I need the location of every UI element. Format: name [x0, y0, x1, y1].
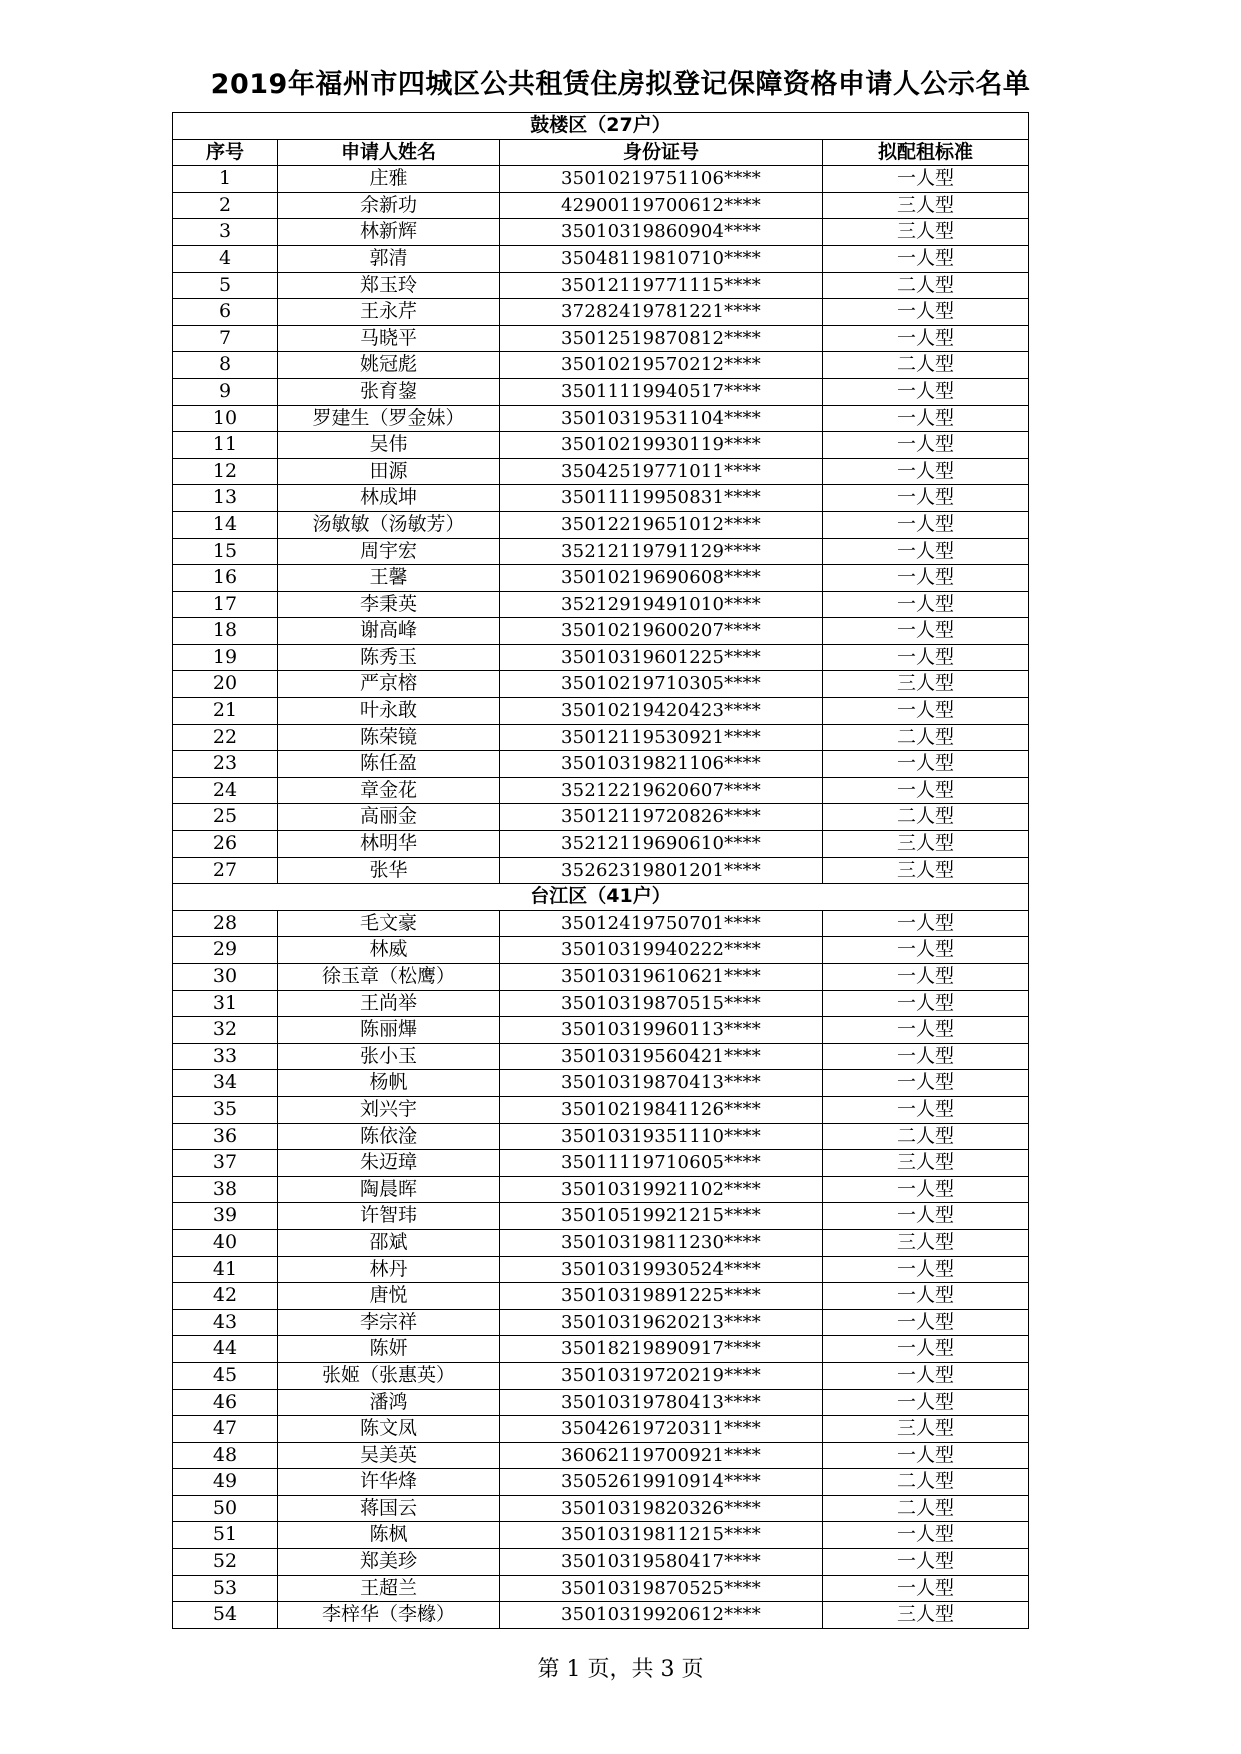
rental-standard-cell: 一人型 [823, 618, 1029, 645]
table-row [173, 857, 1029, 884]
rental-standard-cell: 二人型 [823, 724, 1029, 751]
column-header-name: 申请人姓名 [278, 139, 500, 166]
rental-standard-cell: 一人型 [823, 777, 1029, 804]
id-number-cell: 35010319860904**** [500, 219, 823, 246]
id-number-cell: 35010319930524**** [500, 1256, 823, 1283]
id-number-cell: 35010219841126**** [500, 1096, 823, 1123]
table-row [173, 219, 1029, 246]
serial-number-cell: 10 [173, 405, 278, 432]
serial-number-cell: 14 [173, 511, 278, 538]
table-row [173, 1256, 1029, 1283]
table-row [173, 1283, 1029, 1310]
table-row [173, 1229, 1029, 1256]
applicant-name-cell: 张小玉 [278, 1043, 500, 1070]
serial-number-cell: 25 [173, 804, 278, 831]
table-row [173, 1203, 1029, 1230]
id-number-cell: 35212919491010**** [500, 591, 823, 618]
id-number-cell: 35012119530921**** [500, 724, 823, 751]
id-number-cell: 35212119690610**** [500, 831, 823, 858]
id-number-cell: 35010219751106**** [500, 166, 823, 193]
serial-number-cell: 42 [173, 1283, 278, 1310]
applicant-name-cell: 蒋国云 [278, 1495, 500, 1522]
applicant-name-cell: 陈荣镜 [278, 724, 500, 751]
applicant-name-cell: 林新辉 [278, 219, 500, 246]
id-number-cell: 35010219570212**** [500, 352, 823, 379]
table-row [173, 698, 1029, 725]
rental-standard-cell: 一人型 [823, 1575, 1029, 1602]
rental-standard-cell: 二人型 [823, 1495, 1029, 1522]
rental-standard-cell: 三人型 [823, 1150, 1029, 1177]
table-row [173, 644, 1029, 671]
applicant-table [172, 112, 1029, 1629]
table-body [173, 113, 1029, 1629]
table-row [173, 538, 1029, 565]
applicant-name-cell: 张育鋆 [278, 378, 500, 405]
applicant-name-cell: 陈秀玉 [278, 644, 500, 671]
applicant-name-cell: 王超兰 [278, 1575, 500, 1602]
applicant-name-cell: 马晓平 [278, 325, 500, 352]
table-row [173, 1495, 1029, 1522]
applicant-name-cell: 王永芹 [278, 299, 500, 326]
serial-number-cell: 33 [173, 1043, 278, 1070]
serial-number-cell: 21 [173, 698, 278, 725]
table-row [173, 1416, 1029, 1443]
serial-number-cell: 24 [173, 777, 278, 804]
rental-standard-cell: 三人型 [823, 1229, 1029, 1256]
section-header-row [173, 884, 1029, 911]
applicant-name-cell: 陈文凤 [278, 1416, 500, 1443]
table-row [173, 485, 1029, 512]
serial-number-cell: 19 [173, 644, 278, 671]
serial-number-cell: 47 [173, 1416, 278, 1443]
serial-number-cell: 7 [173, 325, 278, 352]
id-number-cell: 35012119771115**** [500, 272, 823, 299]
rental-standard-cell: 一人型 [823, 1522, 1029, 1549]
table-row [173, 1336, 1029, 1363]
serial-number-cell: 29 [173, 937, 278, 964]
serial-number-cell: 50 [173, 1495, 278, 1522]
applicant-name-cell: 周宇宏 [278, 538, 500, 565]
page-title: 2019年福州市四城区公共租赁住房拟登记保障资格申请人公示名单 [210, 69, 1031, 100]
id-number-cell: 35010319560421**** [500, 1043, 823, 1070]
column-header-standard: 拟配租标准 [823, 139, 1029, 166]
serial-number-cell: 18 [173, 618, 278, 645]
applicant-name-cell: 吴美英 [278, 1442, 500, 1469]
column-header-id: 身份证号 [500, 139, 823, 166]
rental-standard-cell: 一人型 [823, 1256, 1029, 1283]
rental-standard-cell: 一人型 [823, 1283, 1029, 1310]
table-row [173, 1070, 1029, 1097]
applicant-name-cell: 王尚举 [278, 990, 500, 1017]
id-number-cell: 35011119950831**** [500, 485, 823, 512]
applicant-name-cell: 毛文豪 [278, 910, 500, 937]
applicant-name-cell: 郭清 [278, 245, 500, 272]
id-number-cell: 35010319780413**** [500, 1389, 823, 1416]
table-row [173, 378, 1029, 405]
rental-standard-cell: 一人型 [823, 1070, 1029, 1097]
applicant-name-cell: 李宗祥 [278, 1309, 500, 1336]
serial-number-cell: 28 [173, 910, 278, 937]
serial-number-cell: 15 [173, 538, 278, 565]
id-number-cell: 35212219620607**** [500, 777, 823, 804]
table-row [173, 1150, 1029, 1177]
table-row [173, 1176, 1029, 1203]
rental-standard-cell: 一人型 [823, 166, 1029, 193]
id-number-cell: 35010319811215**** [500, 1522, 823, 1549]
applicant-name-cell: 余新功 [278, 192, 500, 219]
rental-standard-cell: 一人型 [823, 405, 1029, 432]
id-number-cell: 35010219710305**** [500, 671, 823, 698]
rental-standard-cell: 一人型 [823, 325, 1029, 352]
page-footer: 第 1 页，共 3 页 [537, 1657, 704, 1682]
applicant-name-cell: 张华 [278, 857, 500, 884]
column-header-serial: 序号 [173, 139, 278, 166]
table-row [173, 565, 1029, 592]
id-number-cell: 35262319801201**** [500, 857, 823, 884]
applicant-name-cell: 朱迈璋 [278, 1150, 500, 1177]
applicant-name-cell: 邵斌 [278, 1229, 500, 1256]
table-row [173, 910, 1029, 937]
rental-standard-cell: 一人型 [823, 432, 1029, 459]
table-row [173, 1096, 1029, 1123]
id-number-cell: 35010319720219**** [500, 1362, 823, 1389]
applicant-name-cell: 汤敏敏（汤敏芳） [278, 511, 500, 538]
applicant-name-cell: 严京榕 [278, 671, 500, 698]
rental-standard-cell: 一人型 [823, 937, 1029, 964]
rental-standard-cell: 三人型 [823, 671, 1029, 698]
serial-number-cell: 9 [173, 378, 278, 405]
id-number-cell: 35010319610621**** [500, 964, 823, 991]
table-row [173, 192, 1029, 219]
section-header-row [173, 113, 1029, 140]
table-row [173, 751, 1029, 778]
rental-standard-cell: 一人型 [823, 538, 1029, 565]
rental-standard-cell: 三人型 [823, 192, 1029, 219]
applicant-name-cell: 李梓华（李橼） [278, 1602, 500, 1629]
id-number-cell: 35012219651012**** [500, 511, 823, 538]
serial-number-cell: 16 [173, 565, 278, 592]
table-row [173, 1602, 1029, 1629]
rental-standard-cell: 三人型 [823, 219, 1029, 246]
serial-number-cell: 54 [173, 1602, 278, 1629]
id-number-cell: 35010319921102**** [500, 1176, 823, 1203]
table-row [173, 272, 1029, 299]
id-number-cell: 36062119700921**** [500, 1442, 823, 1469]
table-row [173, 1043, 1029, 1070]
serial-number-cell: 53 [173, 1575, 278, 1602]
serial-number-cell: 13 [173, 485, 278, 512]
applicant-name-cell: 林丹 [278, 1256, 500, 1283]
rental-standard-cell: 一人型 [823, 1389, 1029, 1416]
id-number-cell: 35010319620213**** [500, 1309, 823, 1336]
id-number-cell: 35010319870525**** [500, 1575, 823, 1602]
applicant-name-cell: 林威 [278, 937, 500, 964]
id-number-cell: 35018219890917**** [500, 1336, 823, 1363]
rental-standard-cell: 二人型 [823, 352, 1029, 379]
serial-number-cell: 6 [173, 299, 278, 326]
applicant-name-cell: 许华烽 [278, 1469, 500, 1496]
serial-number-cell: 37 [173, 1150, 278, 1177]
applicant-name-cell: 杨帆 [278, 1070, 500, 1097]
rental-standard-cell: 二人型 [823, 272, 1029, 299]
id-number-cell: 37282419781221**** [500, 299, 823, 326]
table-row [173, 1442, 1029, 1469]
applicant-name-cell: 叶永敢 [278, 698, 500, 725]
id-number-cell: 35042519771011**** [500, 458, 823, 485]
serial-number-cell: 23 [173, 751, 278, 778]
rental-standard-cell: 二人型 [823, 1123, 1029, 1150]
serial-number-cell: 38 [173, 1176, 278, 1203]
id-number-cell: 35010319960113**** [500, 1017, 823, 1044]
serial-number-cell: 8 [173, 352, 278, 379]
id-number-cell: 35042619720311**** [500, 1416, 823, 1443]
rental-standard-cell: 一人型 [823, 485, 1029, 512]
applicant-name-cell: 罗建生（罗金妹） [278, 405, 500, 432]
table-row [173, 1017, 1029, 1044]
rental-standard-cell: 一人型 [823, 1017, 1029, 1044]
section-title: 台江区（41户） [173, 884, 1029, 911]
applicant-name-cell: 林成坤 [278, 485, 500, 512]
table-row [173, 591, 1029, 618]
serial-number-cell: 4 [173, 245, 278, 272]
applicant-name-cell: 陈枫 [278, 1522, 500, 1549]
table-row [173, 1389, 1029, 1416]
serial-number-cell: 39 [173, 1203, 278, 1230]
id-number-cell: 35010319351110**** [500, 1123, 823, 1150]
rental-standard-cell: 一人型 [823, 1203, 1029, 1230]
id-number-cell: 35010319870515**** [500, 990, 823, 1017]
table-row [173, 458, 1029, 485]
rental-standard-cell: 一人型 [823, 458, 1029, 485]
id-number-cell: 35010319940222**** [500, 937, 823, 964]
rental-standard-cell: 一人型 [823, 378, 1029, 405]
rental-standard-cell: 一人型 [823, 698, 1029, 725]
applicant-name-cell: 谢高峰 [278, 618, 500, 645]
id-number-cell: 35010519921215**** [500, 1203, 823, 1230]
column-header-row [173, 139, 1029, 166]
id-number-cell: 35011119710605**** [500, 1150, 823, 1177]
table-row [173, 671, 1029, 698]
applicant-name-cell: 陈妍 [278, 1336, 500, 1363]
table-row [173, 166, 1029, 193]
serial-number-cell: 1 [173, 166, 278, 193]
serial-number-cell: 48 [173, 1442, 278, 1469]
serial-number-cell: 45 [173, 1362, 278, 1389]
serial-number-cell: 32 [173, 1017, 278, 1044]
table-row [173, 432, 1029, 459]
serial-number-cell: 51 [173, 1522, 278, 1549]
applicant-name-cell: 陈依淦 [278, 1123, 500, 1150]
id-number-cell: 42900119700612**** [500, 192, 823, 219]
table-row [173, 1549, 1029, 1576]
rental-standard-cell: 一人型 [823, 1442, 1029, 1469]
rental-standard-cell: 二人型 [823, 1469, 1029, 1496]
serial-number-cell: 34 [173, 1070, 278, 1097]
serial-number-cell: 44 [173, 1336, 278, 1363]
table-row [173, 937, 1029, 964]
table-row [173, 618, 1029, 645]
table-row [173, 990, 1029, 1017]
serial-number-cell: 27 [173, 857, 278, 884]
rental-standard-cell: 一人型 [823, 565, 1029, 592]
applicant-name-cell: 许智玮 [278, 1203, 500, 1230]
id-number-cell: 35048119810710**** [500, 245, 823, 272]
rental-standard-cell: 二人型 [823, 804, 1029, 831]
applicant-name-cell: 陈任盈 [278, 751, 500, 778]
table-row [173, 1123, 1029, 1150]
table-row [173, 1469, 1029, 1496]
applicant-name-cell: 李秉英 [278, 591, 500, 618]
table-row [173, 964, 1029, 991]
id-number-cell: 35010319580417**** [500, 1549, 823, 1576]
table-row [173, 831, 1029, 858]
rental-standard-cell: 一人型 [823, 990, 1029, 1017]
applicant-name-cell: 陈丽熚 [278, 1017, 500, 1044]
applicant-name-cell: 田源 [278, 458, 500, 485]
serial-number-cell: 49 [173, 1469, 278, 1496]
table-row [173, 325, 1029, 352]
serial-number-cell: 26 [173, 831, 278, 858]
serial-number-cell: 52 [173, 1549, 278, 1576]
rental-standard-cell: 一人型 [823, 511, 1029, 538]
id-number-cell: 35012519870812**** [500, 325, 823, 352]
serial-number-cell: 46 [173, 1389, 278, 1416]
table-row [173, 405, 1029, 432]
table-row [173, 352, 1029, 379]
rental-standard-cell: 一人型 [823, 751, 1029, 778]
rental-standard-cell: 一人型 [823, 1043, 1029, 1070]
id-number-cell: 35010319870413**** [500, 1070, 823, 1097]
applicant-name-cell: 姚冠彪 [278, 352, 500, 379]
rental-standard-cell: 一人型 [823, 1176, 1029, 1203]
serial-number-cell: 30 [173, 964, 278, 991]
rental-standard-cell: 一人型 [823, 591, 1029, 618]
applicant-name-cell: 陶晨晖 [278, 1176, 500, 1203]
id-number-cell: 35012419750701**** [500, 910, 823, 937]
table-row [173, 511, 1029, 538]
applicant-name-cell: 王馨 [278, 565, 500, 592]
rental-standard-cell: 一人型 [823, 245, 1029, 272]
rental-standard-cell: 一人型 [823, 1336, 1029, 1363]
rental-standard-cell: 一人型 [823, 964, 1029, 991]
id-number-cell: 35010319920612**** [500, 1602, 823, 1629]
id-number-cell: 35010319821106**** [500, 751, 823, 778]
id-number-cell: 35011119940517**** [500, 378, 823, 405]
applicant-name-cell: 潘鸿 [278, 1389, 500, 1416]
id-number-cell: 35010319811230**** [500, 1229, 823, 1256]
applicant-name-cell: 章金花 [278, 777, 500, 804]
applicant-name-cell: 张姬（张惠英） [278, 1362, 500, 1389]
serial-number-cell: 41 [173, 1256, 278, 1283]
id-number-cell: 35212119791129**** [500, 538, 823, 565]
serial-number-cell: 31 [173, 990, 278, 1017]
serial-number-cell: 22 [173, 724, 278, 751]
id-number-cell: 35010219930119**** [500, 432, 823, 459]
section-title: 鼓楼区（27户） [173, 113, 1029, 140]
table-row [173, 299, 1029, 326]
serial-number-cell: 20 [173, 671, 278, 698]
serial-number-cell: 12 [173, 458, 278, 485]
table-row [173, 724, 1029, 751]
id-number-cell: 35010219600207**** [500, 618, 823, 645]
serial-number-cell: 36 [173, 1123, 278, 1150]
applicant-name-cell: 郑美珍 [278, 1549, 500, 1576]
id-number-cell: 35012119720826**** [500, 804, 823, 831]
rental-standard-cell: 一人型 [823, 910, 1029, 937]
serial-number-cell: 5 [173, 272, 278, 299]
applicant-name-cell: 吴伟 [278, 432, 500, 459]
id-number-cell: 35010319820326**** [500, 1495, 823, 1522]
rental-standard-cell: 一人型 [823, 1309, 1029, 1336]
table-row [173, 1309, 1029, 1336]
serial-number-cell: 35 [173, 1096, 278, 1123]
serial-number-cell: 2 [173, 192, 278, 219]
rental-standard-cell: 三人型 [823, 857, 1029, 884]
table-row [173, 804, 1029, 831]
rental-standard-cell: 三人型 [823, 1602, 1029, 1629]
applicant-name-cell: 郑玉玲 [278, 272, 500, 299]
table-row [173, 245, 1029, 272]
id-number-cell: 35052619910914**** [500, 1469, 823, 1496]
table-row [173, 1362, 1029, 1389]
id-number-cell: 35010319891225**** [500, 1283, 823, 1310]
applicant-name-cell: 唐悦 [278, 1283, 500, 1310]
id-number-cell: 35010319601225**** [500, 644, 823, 671]
table-row [173, 777, 1029, 804]
serial-number-cell: 3 [173, 219, 278, 246]
applicant-name-cell: 徐玉章（松鹰） [278, 964, 500, 991]
table-row [173, 1575, 1029, 1602]
serial-number-cell: 43 [173, 1309, 278, 1336]
rental-standard-cell: 三人型 [823, 831, 1029, 858]
rental-standard-cell: 一人型 [823, 1362, 1029, 1389]
applicant-name-cell: 高丽金 [278, 804, 500, 831]
rental-standard-cell: 一人型 [823, 299, 1029, 326]
rental-standard-cell: 一人型 [823, 644, 1029, 671]
id-number-cell: 35010319531104**** [500, 405, 823, 432]
serial-number-cell: 17 [173, 591, 278, 618]
applicant-name-cell: 庄雅 [278, 166, 500, 193]
rental-standard-cell: 三人型 [823, 1416, 1029, 1443]
rental-standard-cell: 一人型 [823, 1096, 1029, 1123]
applicant-name-cell: 刘兴宇 [278, 1096, 500, 1123]
rental-standard-cell: 一人型 [823, 1549, 1029, 1576]
table-row [173, 1522, 1029, 1549]
serial-number-cell: 40 [173, 1229, 278, 1256]
serial-number-cell: 11 [173, 432, 278, 459]
applicant-name-cell: 林明华 [278, 831, 500, 858]
id-number-cell: 35010219690608**** [500, 565, 823, 592]
id-number-cell: 35010219420423**** [500, 698, 823, 725]
